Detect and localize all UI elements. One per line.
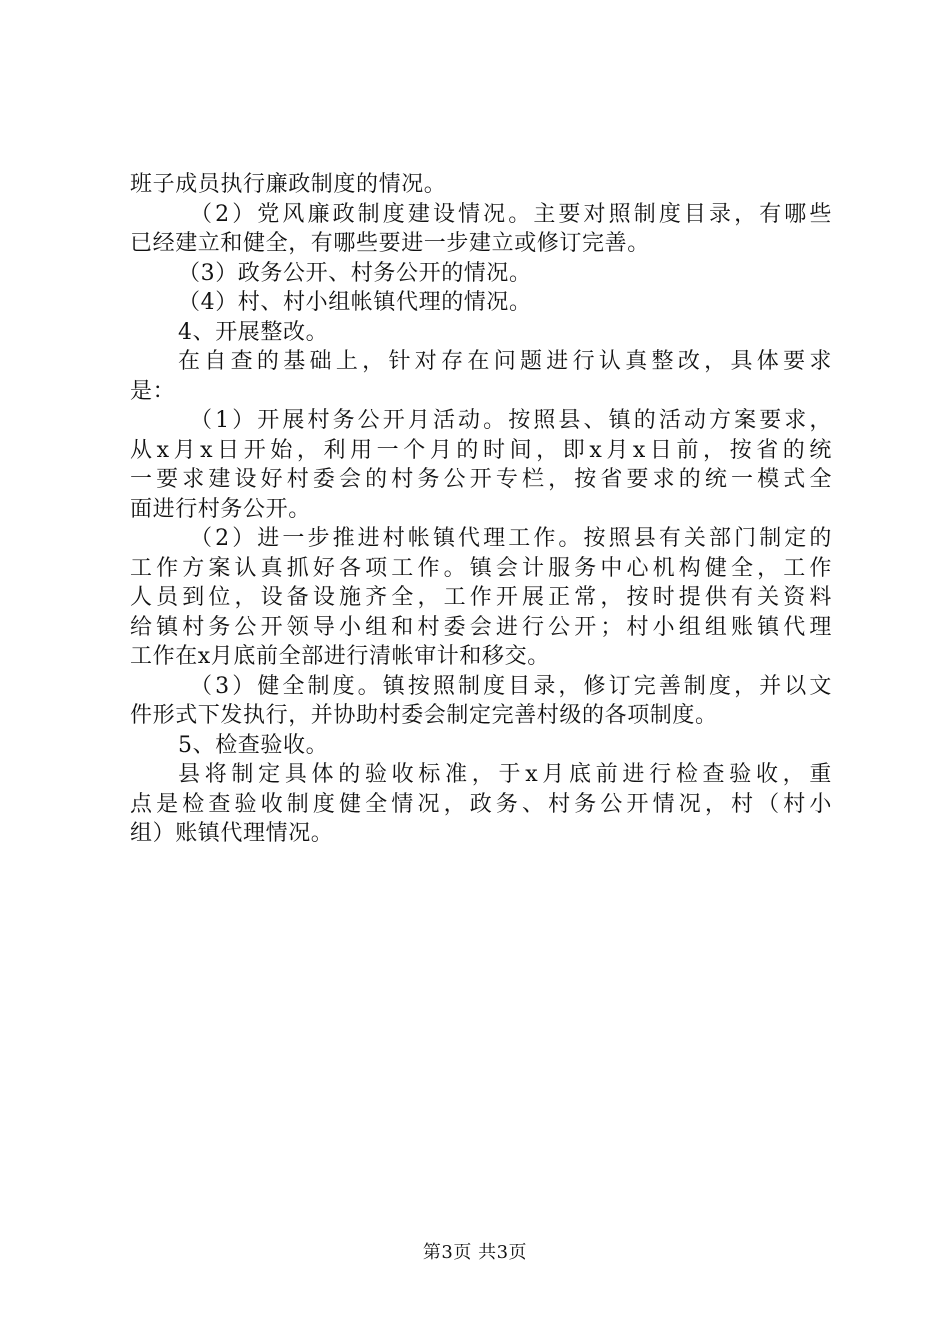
- paragraph-line: （2）进一步推进村帐镇代理工作。按照县有关部门制定的: [190, 526, 832, 551]
- page-number-footer: 第3页 共3页: [422, 1242, 528, 1263]
- paragraph-line: 点是检查验收制度健全情况，政务、村务公开情况，村（村小: [130, 791, 832, 817]
- paragraph-line: 班子成员执行廉政制度的情况。: [130, 172, 447, 197]
- paragraph-line: 面进行村务公开。: [130, 496, 311, 522]
- paragraph-line: 组）账镇代理情况。: [130, 821, 334, 846]
- paragraph-line: （4）村、村小组帐镇代理的情况。: [178, 290, 532, 315]
- paragraph-line: 件形式下发执行，并协助村委会制定完善村级的各项制度。: [130, 703, 718, 728]
- section-heading: 5、检查验收。: [178, 732, 329, 758]
- paragraph-line: 人员到位，设备设施齐全，工作开展正常，按时提供有关资料: [130, 585, 832, 610]
- paragraph-line: 工作在x月底前全部进行清帐审计和移交。: [130, 644, 550, 669]
- paragraph-line: 在自查的基础上，针对存在问题进行认真整改，具体要求: [178, 349, 832, 374]
- paragraph-line: 给镇村务公开领导小组和村委会进行公开；村小组组账镇代理: [130, 614, 832, 640]
- section-heading: 4、开展整改。: [178, 319, 329, 345]
- document-body: [130, 170, 832, 849]
- paragraph-line: （3）政务公开、村务公开的情况。: [178, 260, 532, 286]
- paragraph-line: 工作方案认真抓好各项工作。镇会计服务中心机构健全，工作: [130, 555, 832, 581]
- paragraph-line: 县将制定具体的验收标准，于x月底前进行检查验收，重: [178, 762, 832, 787]
- paragraph-line: （3）健全制度。镇按照制度目录，修订完善制度，并以文: [190, 673, 832, 699]
- paragraph-line: 从x月x日开始，利用一个月的时间，即x月x日前，按省的统: [130, 437, 832, 463]
- paragraph-line: （2）党风廉政制度建设情况。主要对照制度目录，有哪些: [190, 201, 832, 227]
- paragraph-line: 是：: [130, 378, 176, 404]
- paragraph-line: （1）开展村务公开月活动。按照县、镇的活动方案要求，: [190, 408, 832, 433]
- paragraph-line: 一要求建设好村委会的村务公开专栏，按省要求的统一模式全: [130, 467, 832, 492]
- paragraph-line: 已经建立和健全，有哪些要进一步建立或修订完善。: [130, 231, 650, 256]
